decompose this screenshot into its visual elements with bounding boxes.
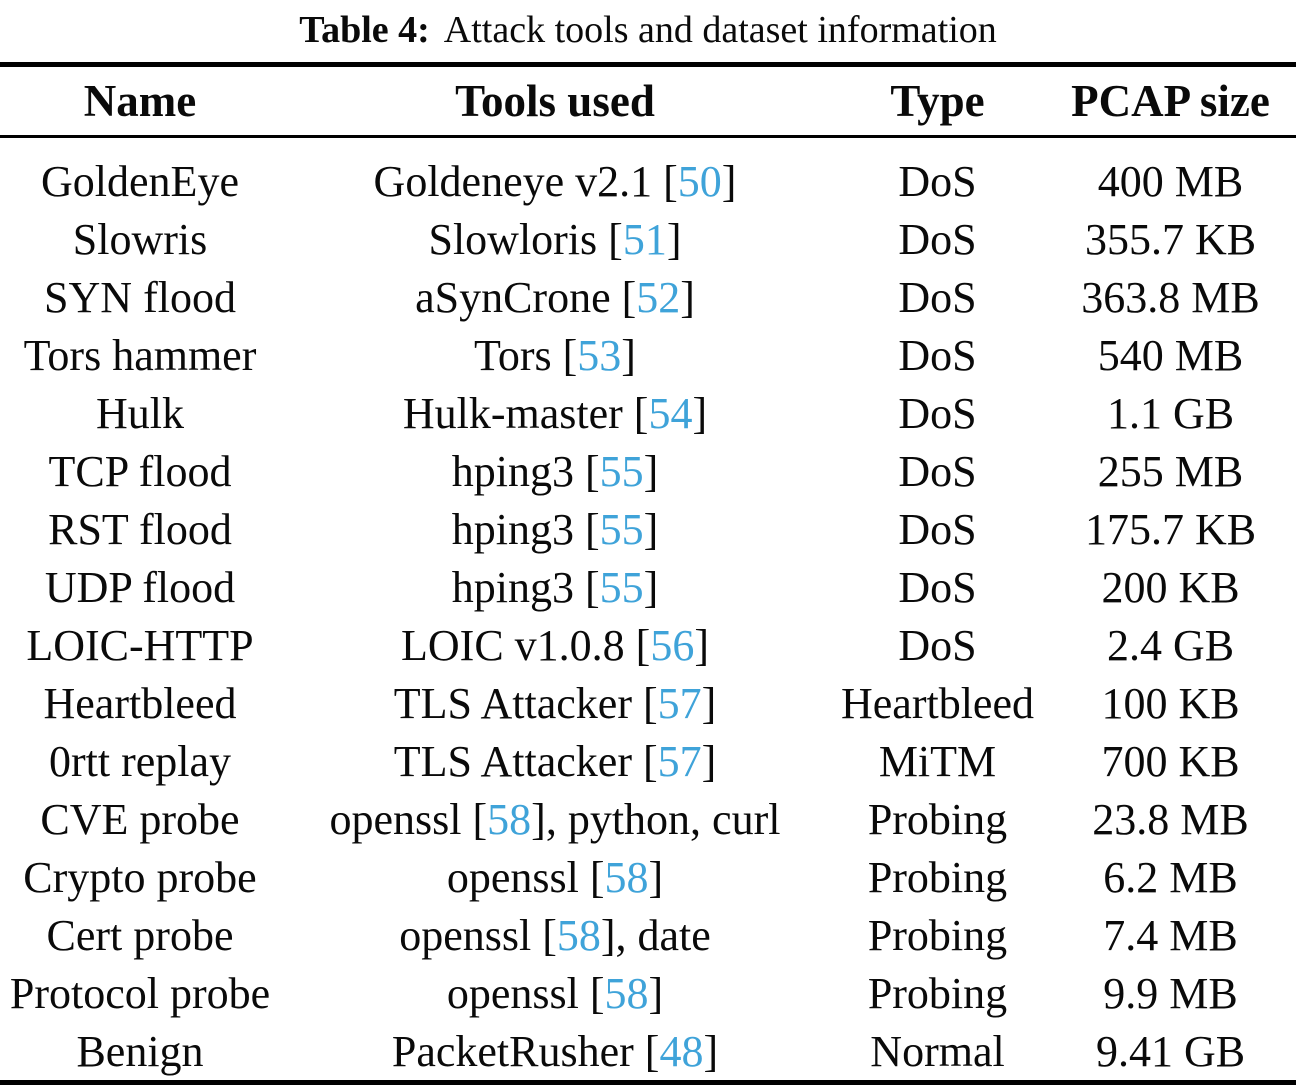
citation-link[interactable]: 55	[599, 562, 644, 612]
cell-name: CVE probe	[40, 794, 240, 844]
cell-size: 23.8 MB	[1092, 794, 1249, 844]
tool-text: TLS Attacker [	[393, 678, 658, 728]
table-row	[0, 384, 1296, 442]
cell-name: Heartbleed	[43, 678, 237, 728]
citation-link[interactable]: 48	[659, 1026, 704, 1076]
table-caption-number: Table 4:	[299, 9, 430, 51]
tool-text: ]	[643, 562, 659, 612]
citation-link[interactable]: 58	[604, 968, 649, 1018]
citation-link[interactable]: 57	[657, 736, 702, 786]
cell-name: Crypto probe	[23, 852, 257, 902]
tool-text: hping3 [	[451, 504, 600, 554]
cell-tools	[280, 272, 830, 323]
citation-link[interactable]: 52	[636, 272, 681, 322]
tool-text: openssl [	[399, 910, 557, 960]
cell-tools	[280, 388, 830, 439]
table-body	[0, 138, 1296, 1080]
cell-type: DoS	[898, 330, 977, 380]
citation-link[interactable]: 58	[604, 852, 649, 902]
cell-type: Heartbleed	[841, 678, 1034, 728]
tool-text: Tors [	[474, 330, 578, 380]
cell-size: 7.4 MB	[1103, 910, 1238, 960]
cell-type: DoS	[898, 562, 977, 612]
tool-text: PacketRusher [	[391, 1026, 660, 1076]
cell-type: Probing	[867, 968, 1008, 1018]
cell-size: 6.2 MB	[1103, 852, 1238, 902]
cell-type: DoS	[898, 272, 977, 322]
tool-text: Slowloris [	[428, 214, 623, 264]
table-row	[0, 790, 1296, 848]
cell-size: 363.8 MB	[1081, 272, 1260, 322]
cell-type: DoS	[898, 388, 977, 438]
column-header-type: Type	[890, 76, 985, 126]
cell-tools	[280, 504, 830, 555]
tool-text: ]	[694, 620, 709, 670]
table-row	[0, 616, 1296, 674]
cell-name: Tors hammer	[23, 330, 257, 380]
column-header-tools: Tools used	[455, 76, 655, 126]
cell-size: 1.1 GB	[1106, 388, 1235, 438]
table-row	[0, 964, 1296, 1022]
cell-name: TCP flood	[48, 446, 232, 496]
tool-text: ]	[680, 272, 695, 322]
table-row	[0, 442, 1296, 500]
tool-text: LOIC v1.0.8 [	[401, 620, 651, 670]
cell-tools	[280, 1026, 830, 1077]
cell-size: 255 MB	[1097, 446, 1244, 496]
tool-text: aSynCrone [	[415, 272, 637, 322]
cell-name: 0rtt replay	[48, 736, 232, 786]
cell-tools	[280, 852, 830, 903]
cell-size: 2.4 GB	[1106, 620, 1235, 670]
cell-name: RST flood	[48, 504, 232, 554]
cell-size: 9.9 MB	[1103, 968, 1238, 1018]
tool-text: ]	[643, 504, 659, 554]
tool-text: ]	[643, 446, 659, 496]
cell-size: 9.41 GB	[1095, 1026, 1246, 1076]
cell-type: DoS	[898, 214, 977, 264]
citation-link[interactable]: 54	[648, 388, 693, 438]
table-row	[0, 732, 1296, 790]
table-row	[0, 906, 1296, 964]
tool-text: Hulk-master [	[402, 388, 649, 438]
cell-name: LOIC-HTTP	[26, 620, 254, 670]
table-bottom-rule	[0, 1080, 1296, 1085]
citation-link[interactable]: 55	[599, 446, 644, 496]
cell-type: Probing	[867, 794, 1008, 844]
tool-text: TLS Attacker [	[393, 736, 658, 786]
cell-tools	[280, 446, 830, 497]
table-row	[0, 210, 1296, 268]
cell-name: UDP flood	[44, 562, 236, 612]
citation-link[interactable]: 57	[657, 678, 702, 728]
table-row	[0, 268, 1296, 326]
tool-text: openssl [	[446, 852, 605, 902]
cell-type: Probing	[867, 852, 1008, 902]
tool-text: ]	[703, 1026, 719, 1076]
tool-text: ]	[692, 388, 708, 438]
cell-size: 200 KB	[1101, 562, 1240, 612]
citation-link[interactable]: 53	[577, 330, 622, 380]
cell-tools	[280, 330, 830, 381]
table-caption-text: Attack tools and dataset information	[443, 9, 997, 51]
tool-text: openssl [	[329, 794, 488, 844]
tool-text: ], date	[600, 910, 711, 960]
table-row	[0, 848, 1296, 906]
tool-text: hping3 [	[451, 562, 600, 612]
cell-size: 400 MB	[1097, 156, 1244, 206]
cell-size: 355.7 KB	[1084, 214, 1257, 264]
cell-name: Benign	[76, 1026, 204, 1076]
tool-text: ]	[648, 968, 664, 1018]
tool-text: hping3 [	[451, 446, 600, 496]
column-header-name: Name	[83, 76, 197, 126]
citation-link[interactable]: 51	[622, 214, 667, 264]
table-row	[0, 674, 1296, 732]
tool-text: ]	[621, 330, 636, 380]
cell-name: GoldenEye	[41, 156, 239, 206]
cell-size: 700 KB	[1101, 736, 1240, 786]
cell-name: Protocol probe	[9, 968, 271, 1018]
table-row	[0, 1022, 1296, 1080]
cell-tools	[280, 156, 830, 207]
cell-tools	[280, 736, 830, 787]
cell-name: Slowris	[72, 214, 208, 264]
cell-type: DoS	[898, 620, 977, 670]
tool-text: ]	[721, 156, 737, 206]
tool-text: Goldeneye v2.1 [	[373, 156, 678, 206]
cell-size: 100 KB	[1101, 678, 1240, 728]
cell-name: SYN flood	[44, 272, 236, 322]
citation-link[interactable]: 58	[487, 794, 532, 844]
cell-type: DoS	[898, 446, 977, 496]
cell-tools	[280, 620, 830, 671]
cell-type: Normal	[870, 1026, 1005, 1076]
cell-tools	[280, 910, 830, 961]
cell-tools	[280, 562, 830, 613]
tool-text: ]	[666, 214, 682, 264]
table-row	[0, 326, 1296, 384]
cell-tools	[280, 214, 830, 265]
cell-name: Cert probe	[46, 910, 234, 960]
cell-type: DoS	[898, 504, 977, 554]
tool-text: ]	[648, 852, 664, 902]
citation-link[interactable]: 55	[599, 504, 644, 554]
column-header-size: PCAP size	[1071, 76, 1270, 126]
citation-link[interactable]: 56	[650, 620, 695, 670]
table-row	[0, 152, 1296, 210]
table-row	[0, 558, 1296, 616]
cell-type: Probing	[867, 910, 1008, 960]
citation-link[interactable]: 58	[556, 910, 601, 960]
table-row	[0, 500, 1296, 558]
cell-type: DoS	[898, 156, 977, 206]
citation-link[interactable]: 50	[677, 156, 722, 206]
cell-tools	[280, 678, 830, 729]
cell-name: Hulk	[96, 388, 184, 438]
cell-tools	[280, 968, 830, 1019]
table-header-row	[0, 67, 1296, 135]
cell-size: 175.7 KB	[1084, 504, 1257, 554]
table-caption	[0, 0, 1296, 62]
tool-text: openssl [	[446, 968, 605, 1018]
tool-text: ], python, curl	[531, 794, 781, 844]
cell-tools	[280, 794, 830, 845]
tool-text: ]	[701, 678, 717, 728]
cell-type: MiTM	[878, 736, 997, 786]
cell-size: 540 MB	[1097, 330, 1244, 380]
tool-text: ]	[701, 736, 717, 786]
